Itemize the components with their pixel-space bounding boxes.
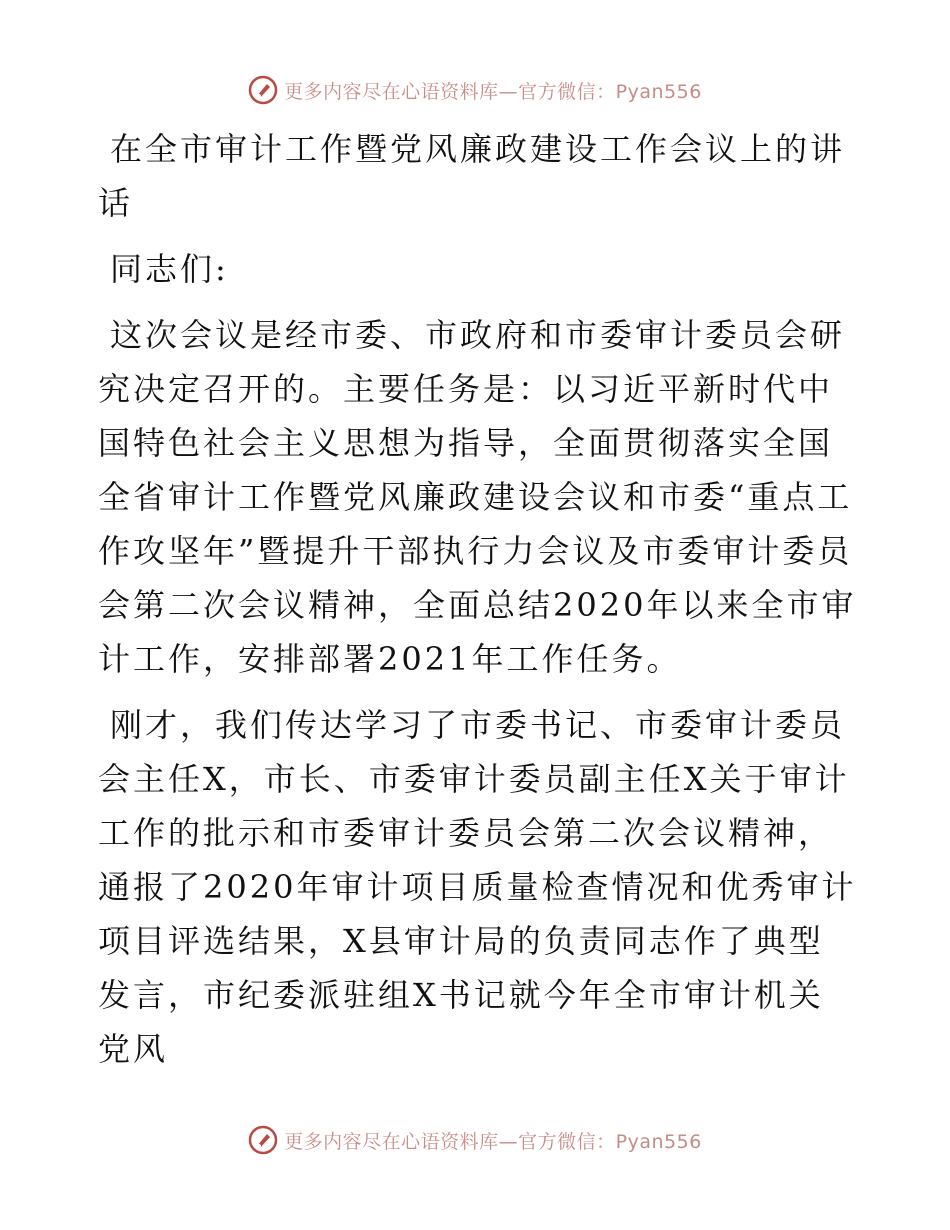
paragraph: 刚才，我们传达学习了市委书记、市委审计委员会主任X，市长、市委审计委员副主任X关于审计工作的批示和市委审计委员会第二次会议精神，通报了2020年审计项目质量检查情况和优秀审计项目评选结果，X县审计局的负责同志作了典型发言，市纪委派驻组X书记就今年全市审计机关党风 <box>98 706 857 1068</box>
pen-nib-circle-logo-icon <box>248 75 278 105</box>
document-title: 在全市审计工作暨党风廉政建设工作会议上的讲话 <box>98 130 846 222</box>
footer-banner <box>0 1120 950 1160</box>
header-banner-text: 更多内容尽在心语资料库—官方微信：Pyan556 <box>284 80 702 103</box>
paragraph: 这次会议是经市委、市政府和市委审计委员会研究决定召开的。主要任务是：以习近平新时代中国特色社会主义思想为指导，全面贯彻落实全国全省审计工作暨党风廉政建设会议和市委“重点工作攻坚年”暨提升干部执行力会议及市委审计委员会第二次会议精神，全面总结2020年以来全市审计工作，安排部署2021年工作任务。 <box>98 316 857 678</box>
document-body <box>98 122 858 1076</box>
pen-nib-circle-logo-icon <box>248 1125 278 1155</box>
header-banner <box>0 70 950 110</box>
footer-banner-text: 更多内容尽在心语资料库—官方微信：Pyan556 <box>284 1130 702 1153</box>
salutation: 同志们: <box>110 250 229 288</box>
